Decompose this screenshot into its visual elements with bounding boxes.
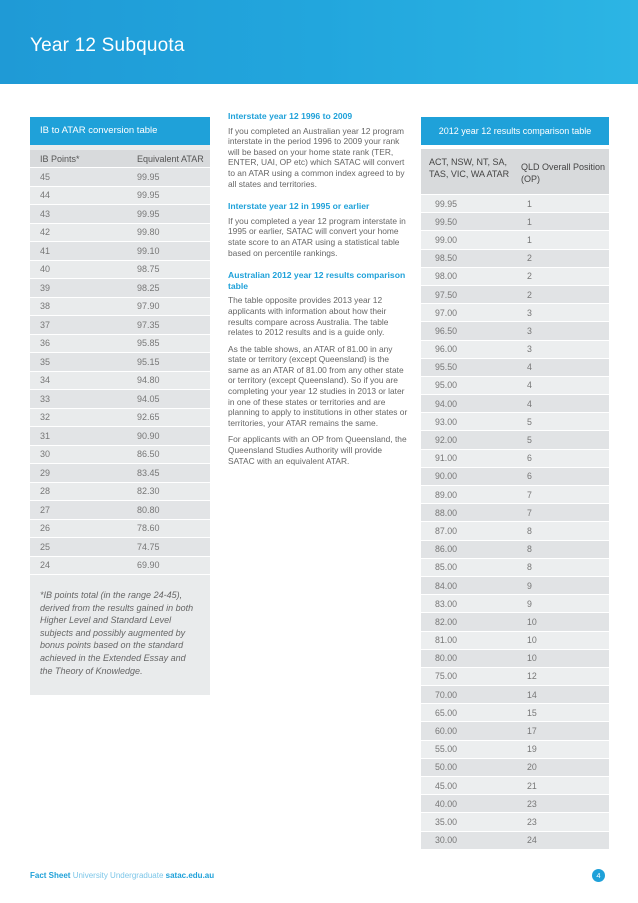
table-cell: 9 xyxy=(527,580,532,591)
table-row xyxy=(30,483,210,502)
paragraph-comparison-example: As the table shows, an ATAR of 81.00 in any state or territory (except Queensland) is the same as an ATAR of 81.00 from any other state or territory (except Queensland). So if you are completing your year 12 studies in 2013 or later in one of these states or territories and are planning to apply to institutions in other states or territories, your ATAR remains the same. xyxy=(228,343,408,428)
atar-states-header: ACT, NSW, NT, SA, TAS, VIC, WA ATAR xyxy=(429,157,510,179)
section-heading-interstate-1996-2009: Interstate year 12 1996 to 2009 xyxy=(228,111,353,121)
table-cell: 2 xyxy=(527,253,532,264)
table-cell: 3 xyxy=(527,344,532,355)
table-row xyxy=(30,335,210,354)
table-row xyxy=(30,464,210,483)
table-row xyxy=(421,341,609,359)
table-cell: 30.00 xyxy=(435,835,458,846)
table-cell: 37 xyxy=(40,319,51,330)
page-number-badge: 4 xyxy=(592,869,605,882)
table-row xyxy=(421,486,609,504)
table-cell: 5 xyxy=(527,416,532,427)
table-cell: 34 xyxy=(40,375,51,386)
table-cell: 95.50 xyxy=(435,362,458,373)
table-row xyxy=(421,595,609,613)
qld-op-header: QLD Overall Position (OP) xyxy=(521,162,606,184)
paragraph-interstate-1996-2009: If you completed an Australian year 12 program interstate in the period 1996 to 2009 your rank will be based on your home state rank (TER, ENTER, UAI, OP etc) which SATAC will convert to an ATAR using a common index agreed to by all states and territories. xyxy=(228,125,405,189)
table-row xyxy=(421,832,609,850)
explanatory-text xyxy=(228,111,410,472)
table-cell: 98.75 xyxy=(137,264,160,275)
table-cell: 86.00 xyxy=(435,544,458,555)
table-row xyxy=(30,316,210,335)
table-row xyxy=(421,195,609,213)
table-cell: 1 xyxy=(527,234,532,245)
table-cell: 90.90 xyxy=(137,430,160,441)
table-cell: 25 xyxy=(40,541,51,552)
table-cell: 92.65 xyxy=(137,412,160,423)
table-row xyxy=(421,450,609,468)
footer-category: University Undergraduate xyxy=(72,871,164,880)
table-row xyxy=(421,359,609,377)
table-cell: 69.90 xyxy=(137,560,160,571)
table-row xyxy=(30,298,210,317)
table-cell: 99.10 xyxy=(137,245,160,256)
table-row xyxy=(421,268,609,286)
table-cell: 14 xyxy=(527,689,537,700)
table-cell: 80.00 xyxy=(435,653,458,664)
table-row xyxy=(30,538,210,557)
table-row xyxy=(30,372,210,391)
ib-table-body xyxy=(30,168,210,575)
table-cell: 6 xyxy=(527,471,532,482)
table-row xyxy=(30,427,210,446)
table-cell: 99.95 xyxy=(137,171,160,182)
table-row xyxy=(30,520,210,539)
table-cell: 39 xyxy=(40,282,51,293)
table-row xyxy=(30,390,210,409)
table-row xyxy=(421,413,609,431)
table-row xyxy=(421,795,609,813)
table-cell: 82.00 xyxy=(435,616,458,627)
table-cell: 10 xyxy=(527,635,537,646)
table-cell: 99.80 xyxy=(137,227,160,238)
table-row xyxy=(421,522,609,540)
table-cell: 12 xyxy=(527,671,537,682)
table-row xyxy=(421,395,609,413)
table-row xyxy=(421,722,609,740)
ib-points-header: IB Points* xyxy=(40,153,80,164)
results-comparison-table xyxy=(421,117,609,850)
table-row xyxy=(421,777,609,795)
table-cell: 45 xyxy=(40,171,51,182)
table-cell: 83.00 xyxy=(435,598,458,609)
table-cell: 98.50 xyxy=(435,253,458,264)
table-cell: 78.60 xyxy=(137,523,160,534)
table-cell: 94.80 xyxy=(137,375,160,386)
table-row xyxy=(421,686,609,704)
table-cell: 19 xyxy=(527,744,537,755)
table-cell: 26 xyxy=(40,523,51,534)
table-cell: 45.00 xyxy=(435,780,458,791)
table-cell: 2 xyxy=(527,289,532,300)
page-header xyxy=(0,0,638,84)
table-row xyxy=(421,668,609,686)
table-cell: 6 xyxy=(527,453,532,464)
table-cell: 10 xyxy=(527,616,537,627)
table-cell: 85.00 xyxy=(435,562,458,573)
table-cell: 9 xyxy=(527,598,532,609)
table-cell: 1 xyxy=(527,198,532,209)
table-cell: 33 xyxy=(40,393,51,404)
table-cell: 30 xyxy=(40,449,51,460)
comparison-table-column-headers xyxy=(421,149,609,195)
table-cell: 82.30 xyxy=(137,486,160,497)
footer-fact-sheet: Fact Sheet xyxy=(30,871,71,880)
table-row xyxy=(421,250,609,268)
table-row xyxy=(30,242,210,261)
table-cell: 99.00 xyxy=(435,234,458,245)
table-row xyxy=(30,446,210,465)
table-cell: 83.45 xyxy=(137,467,160,478)
table-cell: 38 xyxy=(40,301,51,312)
table-cell: 99.50 xyxy=(435,216,458,227)
table-cell: 97.90 xyxy=(137,301,160,312)
table-cell: 97.00 xyxy=(435,307,458,318)
table-row xyxy=(30,557,210,576)
table-cell: 3 xyxy=(527,325,532,336)
table-cell: 84.00 xyxy=(435,580,458,591)
table-row xyxy=(421,559,609,577)
table-cell: 91.00 xyxy=(435,453,458,464)
table-cell: 87.00 xyxy=(435,525,458,536)
table-cell: 3 xyxy=(527,307,532,318)
table-row xyxy=(421,431,609,449)
table-row xyxy=(421,377,609,395)
table-row xyxy=(421,541,609,559)
table-cell: 99.95 xyxy=(137,208,160,219)
table-row xyxy=(30,409,210,428)
table-row xyxy=(421,322,609,340)
table-cell: 75.00 xyxy=(435,671,458,682)
table-cell: 50.00 xyxy=(435,762,458,773)
table-cell: 4 xyxy=(527,380,532,391)
table-cell: 93.00 xyxy=(435,416,458,427)
table-cell: 23 xyxy=(527,798,537,809)
table-row xyxy=(30,279,210,298)
table-cell: 60.00 xyxy=(435,726,458,737)
table-cell: 35.00 xyxy=(435,816,458,827)
table-cell: 7 xyxy=(527,489,532,500)
table-row xyxy=(421,231,609,249)
table-cell: 81.00 xyxy=(435,635,458,646)
table-cell: 4 xyxy=(527,398,532,409)
table-row xyxy=(421,704,609,722)
table-cell: 41 xyxy=(40,245,51,256)
table-row xyxy=(30,205,210,224)
table-cell: 92.00 xyxy=(435,435,458,446)
table-cell: 29 xyxy=(40,467,51,478)
equivalent-atar-header: Equivalent ATAR xyxy=(137,153,204,164)
table-cell: 4 xyxy=(527,362,532,373)
table-cell: 7 xyxy=(527,507,532,518)
table-cell: 10 xyxy=(527,653,537,664)
table-cell: 94.00 xyxy=(435,398,458,409)
table-cell: 36 xyxy=(40,338,51,349)
table-cell: 55.00 xyxy=(435,744,458,755)
ib-table-footnote: *IB points total (in the range 24-45), derived from the results gained in both Higher Level and Standard Level subjects and possibly augmented by bonus points based on the standard achieved in the Extended Essay and the Theory of Knowledge. xyxy=(40,590,194,676)
table-row xyxy=(30,353,210,372)
paragraph-interstate-1995: If you completed a year 12 program interstate in 1995 or earlier, SATAC will convert your home state score to an ATAR using a statistical table based on percentile rankings. xyxy=(228,215,406,258)
table-row xyxy=(421,286,609,304)
table-cell: 40 xyxy=(40,264,51,275)
ib-table-column-headers xyxy=(30,150,210,168)
table-cell: 90.00 xyxy=(435,471,458,482)
footer-website-link[interactable]: satac.edu.au xyxy=(165,871,215,880)
table-cell: 5 xyxy=(527,435,532,446)
table-cell: 15 xyxy=(527,707,537,718)
table-row xyxy=(30,168,210,187)
table-cell: 21 xyxy=(527,780,537,791)
table-cell: 65.00 xyxy=(435,707,458,718)
table-cell: 44 xyxy=(40,190,51,201)
paragraph-comparison-intro: The table opposite provides 2013 year 12 applicants with information about how their results compare across Australia. The table relates to 2012 results and is a guide only. xyxy=(228,295,389,338)
table-cell: 8 xyxy=(527,544,532,555)
table-cell: 20 xyxy=(527,762,537,773)
table-row xyxy=(421,632,609,650)
table-row xyxy=(30,261,210,280)
page-title: Year 12 Subquota xyxy=(30,35,185,56)
table-cell: 89.00 xyxy=(435,489,458,500)
table-row xyxy=(30,224,210,243)
table-row xyxy=(421,613,609,631)
table-row xyxy=(421,577,609,595)
table-cell: 99.95 xyxy=(435,198,458,209)
table-cell: 95.00 xyxy=(435,380,458,391)
table-row xyxy=(30,187,210,206)
table-cell: 98.25 xyxy=(137,282,160,293)
paragraph-queensland-op: For applicants with an OP from Queensland, the Queensland Studies Authority will provide SATAC with an equivalent ATAR. xyxy=(228,434,407,466)
table-cell: 43 xyxy=(40,208,51,219)
table-cell: 24 xyxy=(527,835,537,846)
table-cell: 27 xyxy=(40,504,51,515)
table-row xyxy=(421,304,609,322)
page-footer xyxy=(30,871,214,880)
table-cell: 31 xyxy=(40,430,51,441)
table-cell: 95.85 xyxy=(137,338,160,349)
table-cell: 95.15 xyxy=(137,356,160,367)
table-cell: 86.50 xyxy=(137,449,160,460)
comparison-table-body xyxy=(421,195,609,850)
table-cell: 2 xyxy=(527,271,532,282)
table-row xyxy=(421,759,609,777)
table-cell: 17 xyxy=(527,726,537,737)
table-cell: 8 xyxy=(527,562,532,573)
table-cell: 98.00 xyxy=(435,271,458,282)
table-cell: 28 xyxy=(40,486,51,497)
table-cell: 88.00 xyxy=(435,507,458,518)
ib-table-title: IB to ATAR conversion table xyxy=(30,117,210,145)
table-cell: 96.50 xyxy=(435,325,458,336)
ib-conversion-table xyxy=(30,117,210,695)
table-cell: 97.50 xyxy=(435,289,458,300)
table-cell: 80.80 xyxy=(137,504,160,515)
table-cell: 24 xyxy=(40,560,51,571)
table-cell: 23 xyxy=(527,816,537,827)
section-heading-comparison: Australian 2012 year 12 results comparison table xyxy=(228,270,406,291)
table-row xyxy=(30,501,210,520)
table-cell: 70.00 xyxy=(435,689,458,700)
table-cell: 42 xyxy=(40,227,51,238)
table-cell: 1 xyxy=(527,216,532,227)
table-cell: 94.05 xyxy=(137,393,160,404)
table-cell: 40.00 xyxy=(435,798,458,809)
table-cell: 8 xyxy=(527,525,532,536)
table-row xyxy=(421,741,609,759)
table-cell: 97.35 xyxy=(137,319,160,330)
table-cell: 35 xyxy=(40,356,51,367)
table-row xyxy=(421,468,609,486)
table-row xyxy=(421,813,609,831)
table-row xyxy=(421,504,609,522)
table-cell: 99.95 xyxy=(137,190,160,201)
table-cell: 74.75 xyxy=(137,541,160,552)
table-row xyxy=(421,650,609,668)
table-cell: 96.00 xyxy=(435,344,458,355)
section-heading-interstate-1995: Interstate year 12 in 1995 or earlier xyxy=(228,201,370,212)
table-row xyxy=(421,213,609,231)
table-cell: 32 xyxy=(40,412,51,423)
comparison-table-title: 2012 year 12 results comparison table xyxy=(421,117,609,145)
